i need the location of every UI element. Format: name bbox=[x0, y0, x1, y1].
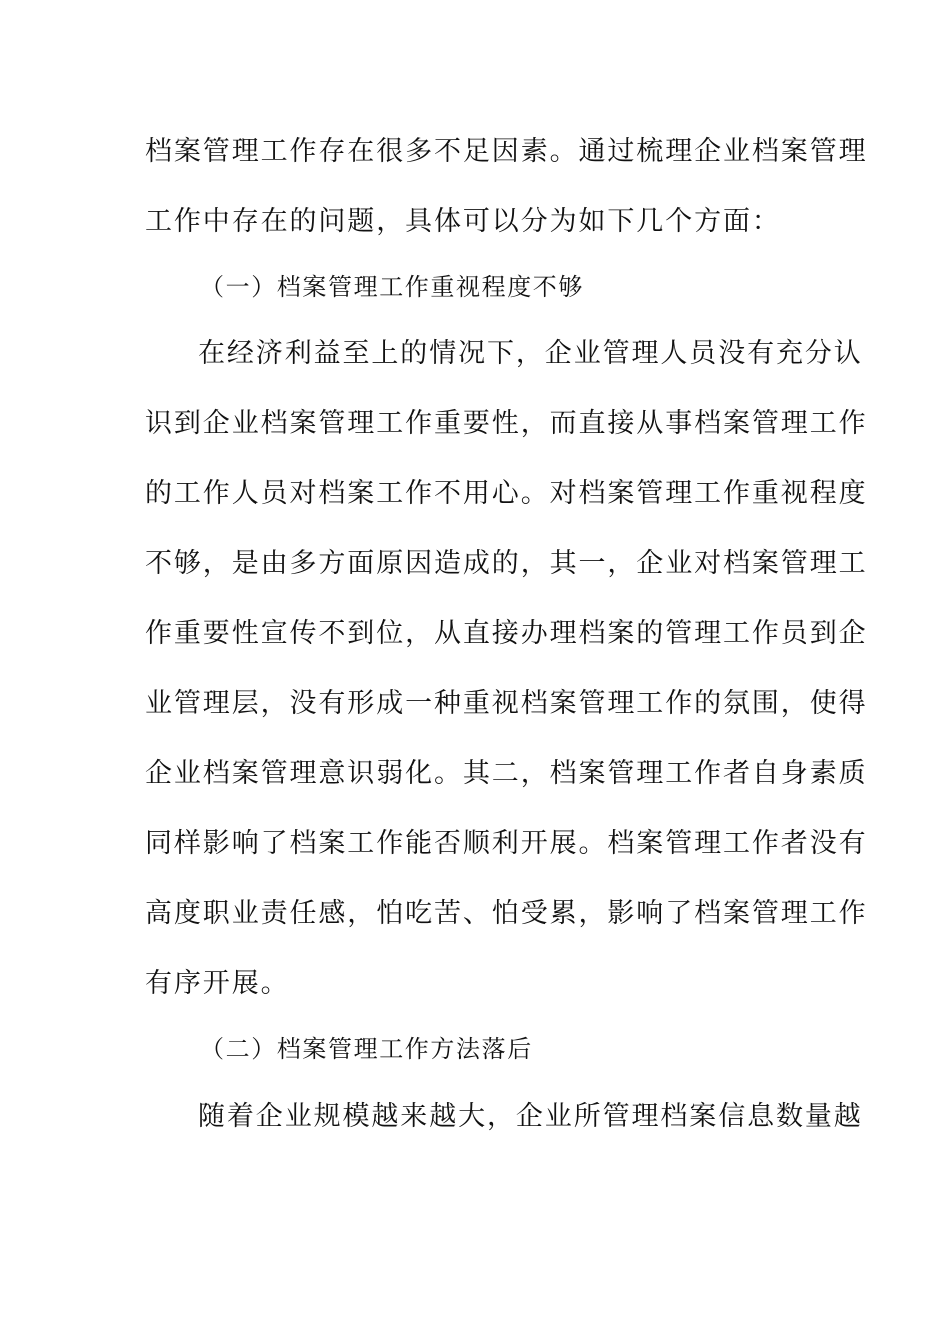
body-text-line: 业管理层，没有形成一种重视档案管理工作的氛围，使得 bbox=[145, 688, 868, 719]
body-text-line: 有序开展。 bbox=[145, 968, 290, 999]
paragraph-first-line: 在经济利益至上的情况下，企业管理人员没有充分认 bbox=[198, 338, 863, 369]
body-text-line: 不够，是由多方面原因造成的，其一，企业对档案管理工 bbox=[145, 548, 868, 579]
section-heading: （一）档案管理工作重视程度不够 bbox=[200, 273, 584, 301]
body-text-line: 作重要性宣传不到位，从直接办理档案的管理工作员到企 bbox=[145, 618, 868, 649]
body-text-line: 档案管理工作存在很多不足因素。通过梳理企业档案管理 bbox=[145, 136, 868, 167]
body-text-line: 高度职业责任感，怕吃苦、怕受累，影响了档案管理工作 bbox=[145, 898, 868, 929]
body-text-line: 工作中存在的问题，具体可以分为如下几个方面： bbox=[145, 206, 781, 237]
section-heading: （二）档案管理工作方法落后 bbox=[200, 1035, 533, 1063]
body-text-line: 同样影响了档案工作能否顺利开展。档案管理工作者没有 bbox=[145, 828, 868, 859]
body-text-line: 的工作人员对档案工作不用心。对档案管理工作重视程度 bbox=[145, 478, 868, 509]
paragraph-first-line: 随着企业规模越来越大，企业所管理档案信息数量越 bbox=[198, 1101, 863, 1132]
body-text-line: 企业档案管理意识弱化。其二，档案管理工作者自身素质 bbox=[145, 758, 868, 789]
body-text-line: 识到企业档案管理工作重要性，而直接从事档案管理工作 bbox=[145, 408, 868, 439]
